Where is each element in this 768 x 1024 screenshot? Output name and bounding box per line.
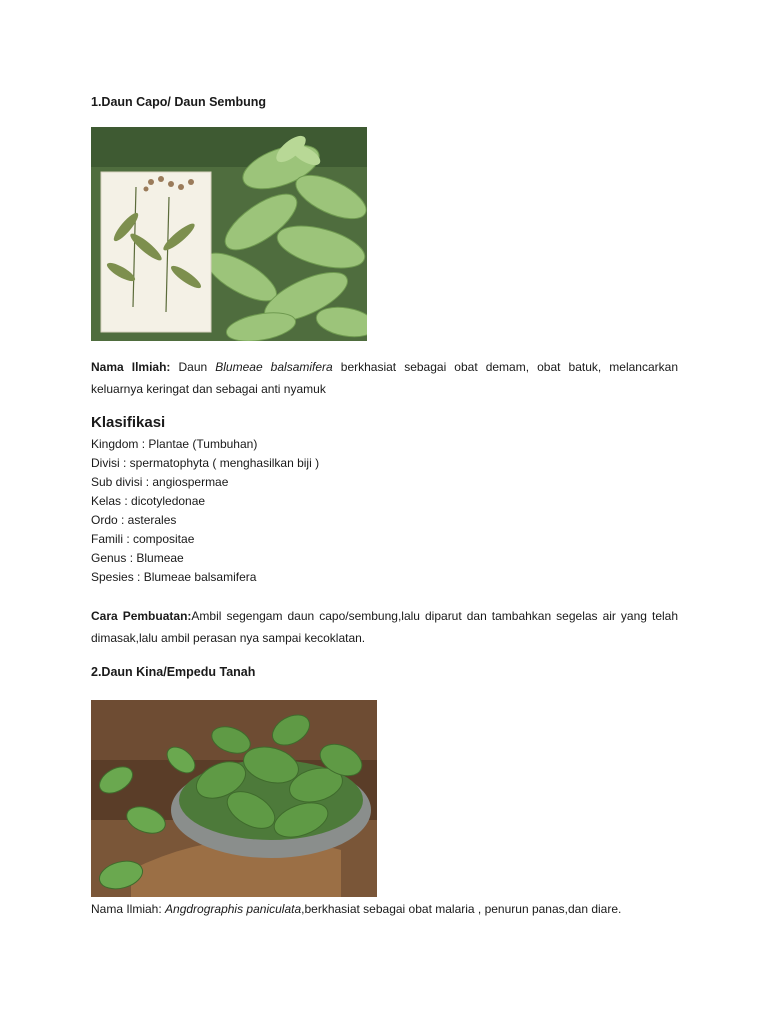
classification-list [91,435,319,587]
classification-item: Sub divisi : angiospermae [91,475,229,489]
classification-title: Klasifikasi [91,414,166,431]
classification-item: Famili : compositae [91,532,195,546]
scientific-name-value: Angdrographis paniculata [165,902,302,916]
preparation-text: Ambil segengam daun capo/sembung,lalu diparut dan tambahkan segelas air yang telah dimasak,lalu ambil perasan nya sampai kecoklatan. [91,609,679,645]
section-2-scientific-name [91,898,678,920]
section-2-heading: 2.Daun Kina/Empedu Tanah [91,665,256,679]
preparation-paragraph [91,605,678,649]
classification-item: Spesies : Blumeae balsamifera [91,570,257,584]
scientific-name-label: Nama Ilmiah: [91,360,171,374]
classification-item: Divisi : spermatophyta ( menghasilkan biji ) [91,456,320,470]
classification-item: Ordo : asterales [91,513,177,527]
section-1-scientific-name [91,356,678,400]
section-1-heading: 1.Daun Capo/ Daun Sembung [91,95,267,109]
andrographis-leaves-image [91,700,377,897]
scientific-name-description: berkhasiat sebagai obat demam, obat batuk, melancarkan keluarnya keringat dan sebagai anti nyamuk [91,360,678,396]
preparation-label: Cara Pembuatan: [91,609,192,623]
classification-item: Kingdom : Plantae (Tumbuhan) [91,437,258,451]
scientific-name-value: Blumeae balsamifera [215,360,333,374]
scientific-name-prefix: Daun [170,360,216,374]
blumea-plant-image [91,127,367,341]
scientific-name-label: Nama Ilmiah: [91,902,166,916]
classification-item: Kelas : dicotyledonae [91,494,206,508]
classification-item: Genus : Blumeae [91,551,184,565]
scientific-name-description: ,berkhasiat sebagai obat malaria , penurun panas,dan diare. [301,902,622,916]
